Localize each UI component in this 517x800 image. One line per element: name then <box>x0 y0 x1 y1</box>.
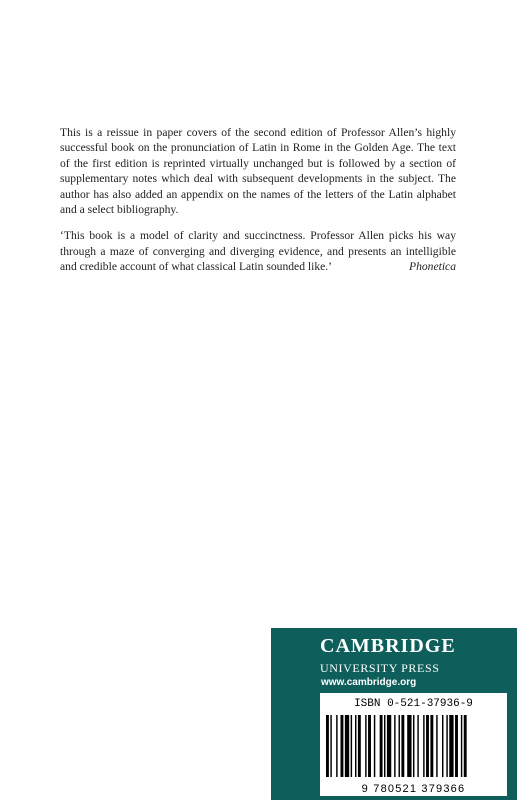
barcode-bar <box>442 715 443 777</box>
barcode-bar <box>446 715 447 777</box>
barcode-bar <box>358 715 361 777</box>
barcode-bar <box>399 715 400 777</box>
barcode-bar <box>345 715 349 777</box>
barcode-bar <box>394 715 395 777</box>
barcode-bar <box>355 715 356 777</box>
barcode-bar <box>341 715 344 777</box>
barcode-bar <box>330 715 331 777</box>
publisher-name: CAMBRIDGE <box>320 635 456 657</box>
barcode-digits: 9 780521 379366 <box>320 783 507 795</box>
barcode-bar <box>384 715 385 777</box>
barcode-bar <box>455 715 458 777</box>
barcode-bar <box>449 715 453 777</box>
barcode-bar <box>461 715 462 777</box>
blurb-paragraph: This is a reissue in paper covers of the second edition of Professor Allen’s highly successful book on the pronunciation of Latin in Rome in the Golden Age. The text of the first edition is reprinted virtually unchanged but is followed by a section of supplementary notes which deal with subsequent developments in the subject. The author has also added an appendix on the names of the letters of the Latin alphabet and a select bibliography. <box>60 126 456 217</box>
barcode-bar <box>336 715 337 777</box>
barcode-image <box>326 715 501 777</box>
barcode-bar <box>351 715 352 777</box>
barcode-bar <box>430 715 433 777</box>
barcode-bar <box>423 715 424 777</box>
barcode-bar <box>380 715 383 777</box>
review-source: Phonetica <box>408 260 456 274</box>
review-quote: ‘This book is a model of clarity and succinctness. Professor Allen picks his way through a maze of converging and diverging evidence, and presents an intelligible and credible account of what classical Latin sounded like.’ <box>60 229 456 274</box>
isbn-label: ISBN 0-521-37936-9 <box>354 698 473 710</box>
barcode-box <box>320 693 507 796</box>
barcode-bar <box>413 715 414 777</box>
barcode-bar <box>417 715 418 777</box>
publisher-subname: UNIVERSITY PRESS <box>320 661 440 675</box>
barcode-bar <box>436 715 437 777</box>
barcode-bar <box>368 715 371 777</box>
publisher-url: www.cambridge.org <box>321 677 417 688</box>
publisher-panel <box>271 628 517 800</box>
barcode-bar <box>365 715 366 777</box>
barcode-bar <box>426 715 429 777</box>
barcode-bar <box>326 715 329 777</box>
barcode-bar <box>407 715 411 777</box>
barcode-bar <box>401 715 404 777</box>
barcode-bar <box>387 715 391 777</box>
barcode-bar <box>374 715 375 777</box>
barcode-bar <box>464 715 467 777</box>
back-cover-text <box>60 125 456 275</box>
